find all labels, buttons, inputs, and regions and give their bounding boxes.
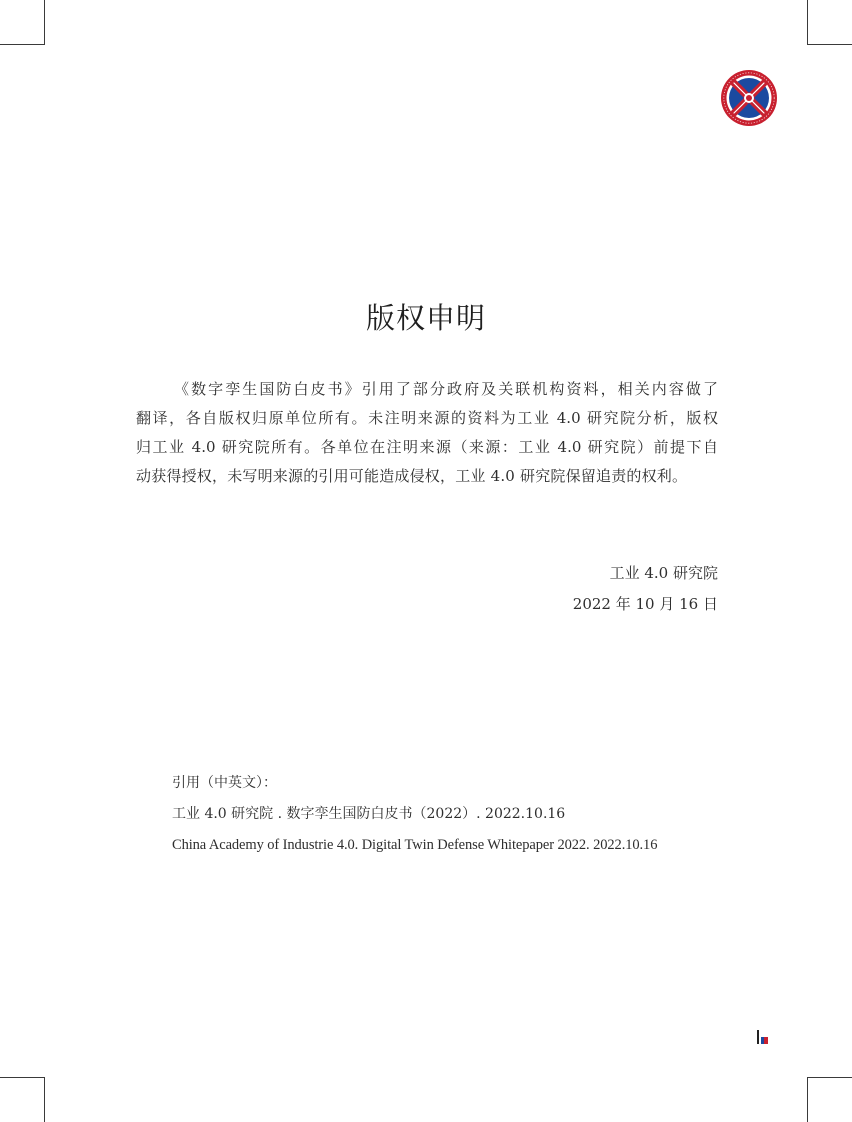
crop-mark-top-left-h — [0, 44, 45, 45]
crop-mark-bottom-right-v — [807, 1077, 808, 1122]
page-title: 版权申明 — [365, 301, 486, 335]
crop-mark-top-left-v — [44, 0, 45, 45]
marker-red-block — [764, 1037, 768, 1044]
marker-bar — [757, 1030, 759, 1044]
statement-line: 归工业 4.0 研究院所有。各单位在注明来源（来源：工业 4.0 研究院）前提下自 — [136, 438, 718, 456]
citation-block — [172, 768, 657, 861]
citation-label: 引用（中英文）： — [172, 775, 277, 791]
copyright-statement — [136, 375, 718, 491]
crop-mark-bottom-left-h — [0, 1077, 45, 1078]
crop-mark-top-right-v — [807, 0, 808, 45]
page-color-marker-icon — [757, 1030, 769, 1044]
signature-date: 2022 年 10 月 16 日 — [572, 595, 718, 613]
statement-line: 动获得授权，未写明来源的引用可能造成侵权，工业 4.0 研究院保留追责的权利。 — [136, 467, 688, 485]
citation-chinese: 工业 4.0 研究院 . 数字孪生国防白皮书（2022）. 2022.10.16 — [172, 806, 566, 822]
signature-organization: 工业 4.0 研究院 — [609, 564, 718, 582]
crop-mark-bottom-right-h — [807, 1077, 852, 1078]
statement-line: 《数字孪生国防白皮书》引用了部分政府及关联机构资料，相关内容做了 — [174, 380, 718, 398]
citation-english: China Academy of Industrie 4.0. Digital Twin Defense Whitepaper 2022. 2022.10.16 — [172, 837, 658, 853]
academy-seal-icon — [720, 69, 778, 127]
crop-mark-bottom-left-v — [44, 1077, 45, 1122]
signature-block — [573, 558, 718, 620]
crop-mark-top-right-h — [807, 44, 852, 45]
statement-line: 翻译，各自版权归原单位所有。未注明来源的资料为工业 4.0 研究院分析，版权 — [136, 409, 718, 427]
